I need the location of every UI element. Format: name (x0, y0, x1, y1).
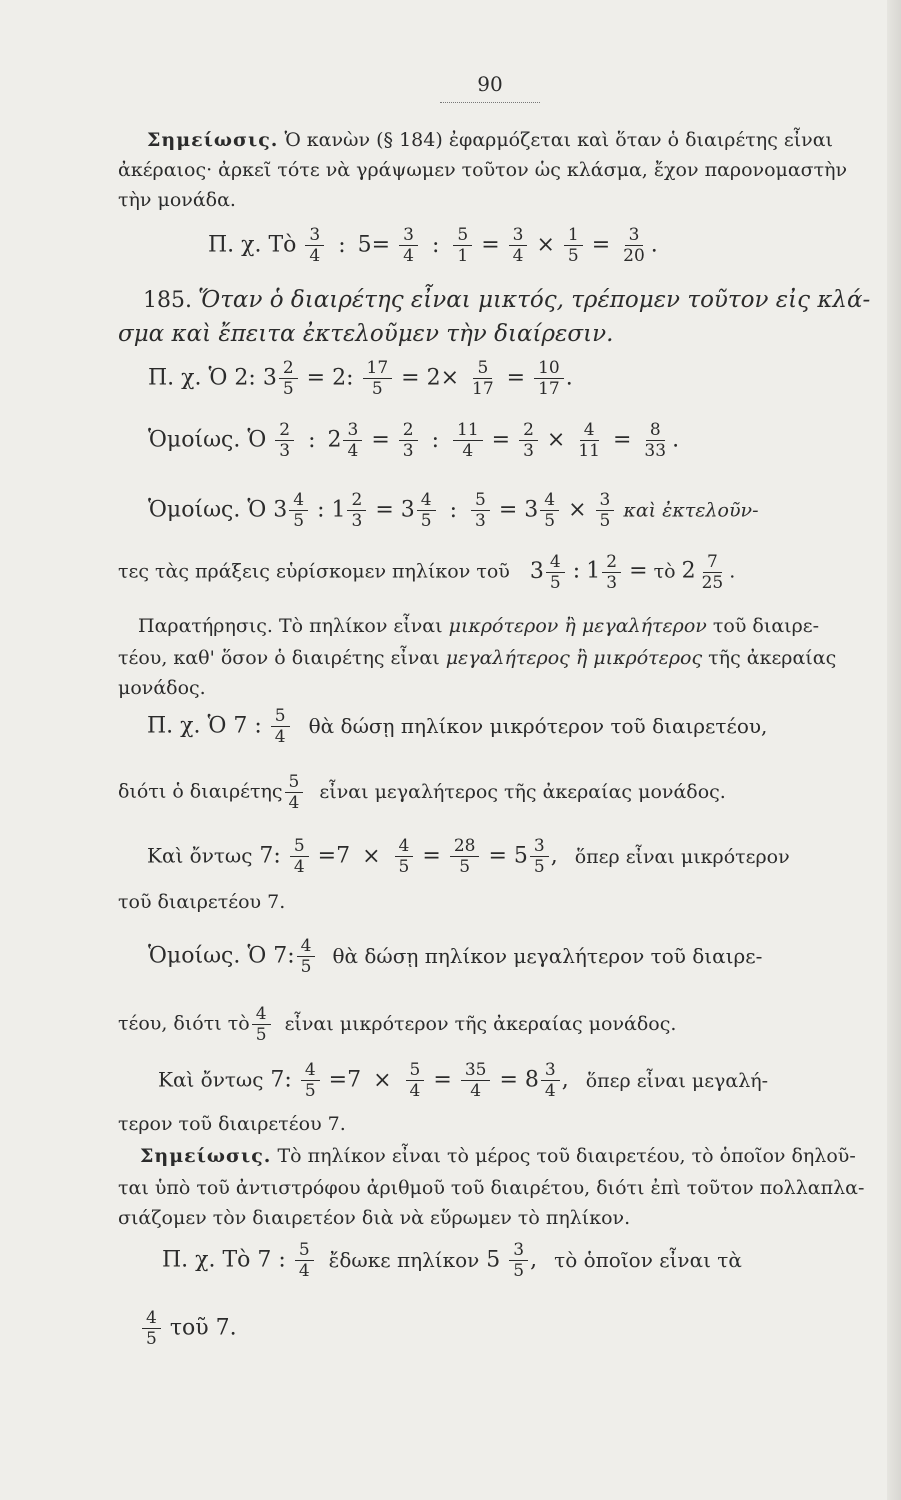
fraction (640, 420, 670, 461)
math-token: 5 (285, 772, 304, 793)
math-token: = (612, 427, 632, 453)
math-token: 3 (351, 511, 363, 531)
note1-label: Σημείωσις. (147, 129, 279, 151)
math-token: 5 (357, 232, 372, 258)
math-token: = (371, 427, 390, 453)
math-token: 5 (567, 246, 579, 266)
example5-line4: τοῦ διαιρετέου 7. (118, 891, 286, 913)
example3-equation (148, 420, 679, 461)
fraction (519, 420, 538, 461)
math-token: 11 (578, 441, 600, 461)
math-token: 4 (462, 441, 474, 461)
math-token: μικρότερον (448, 615, 559, 637)
note2-line2: ται ὑπὸ τοῦ ἀντιστρόφου ἀριθμοῦ τοῦ διαιρέτου, διότι ἐπὶ τοῦτον πολλαπλα- (118, 1177, 865, 1199)
math-token: 5 (146, 1329, 157, 1349)
math-token: 4 (544, 1081, 556, 1101)
math-token: τὸ ὁποῖον εἶναι τὰ (554, 1247, 742, 1272)
math-token: . (729, 560, 736, 583)
math-token: 2 (275, 420, 294, 441)
fraction (602, 552, 621, 593)
fraction (295, 1240, 314, 1281)
math-token: Τὸ πηλίκον εἶναι τὸ μέρος τοῦ διαιρετέου, τὸ ὁποῖον δηλοῦ- (277, 1145, 856, 1167)
rule-number: 185. (143, 288, 192, 313)
math-token: 3 (625, 225, 644, 246)
math-token: 4 (395, 836, 414, 857)
math-token: 3 (606, 573, 618, 593)
note2-line1 (140, 1144, 856, 1168)
math-token: = (481, 232, 500, 258)
math-token: Ὁ κανὼν (§ 184) ἐφαρμόζεται καὶ ὅταν ὁ διαιρέτης εἶναι (284, 129, 833, 151)
math-token: Ὁμοίως. Ὁ 7: (148, 943, 295, 969)
math-token: 4 (309, 246, 321, 266)
math-token: 5 (420, 511, 432, 531)
math-token: 5 (398, 857, 410, 877)
math-token: ἢ (564, 615, 576, 637)
math-token: × (373, 1067, 392, 1093)
math-token: 5 (473, 358, 492, 379)
math-token: 3 (400, 497, 415, 523)
math-token: 5 (544, 511, 556, 531)
math-token: = (499, 1067, 518, 1093)
math-token: 5 (293, 511, 305, 531)
math-token: 1 (331, 497, 346, 523)
fraction (347, 490, 366, 531)
fraction (574, 420, 604, 461)
fraction (619, 225, 649, 266)
math-token: μεγαλήτερος (445, 647, 570, 669)
math-token: 4 (252, 1004, 271, 1025)
math-token: × (546, 427, 566, 453)
math-token: 3 (475, 511, 486, 531)
math-token: 3 (541, 1060, 560, 1081)
math-token: τέου, καθ' ὅσον ὁ διαιρέτης (118, 647, 385, 669)
math-token: = (422, 843, 441, 869)
note1-line2: ἀκέραιος· ἀρκεῖ τότε νὰ γράψωμεν τοῦτον ὡς κλάσμα, ἔχον παρονομαστὴν (118, 159, 848, 181)
math-token: : (284, 1067, 292, 1093)
example7-line2 (140, 1308, 237, 1349)
example4-equation (148, 490, 759, 531)
math-token: 5 (486, 1247, 501, 1273)
math-token: εἶναι (390, 647, 440, 669)
math-token: 2 (681, 558, 696, 584)
note2-label: Σημείωσις. (140, 1145, 272, 1167)
math-token: = (401, 365, 420, 391)
example6-line2 (118, 1004, 676, 1045)
fraction (279, 358, 298, 399)
math-token: 17 (363, 358, 393, 379)
note1-line1 (147, 128, 833, 152)
math-token: 20 (623, 246, 645, 266)
fraction (540, 490, 559, 531)
math-token: 1 (586, 558, 601, 584)
math-token: 2 (399, 420, 418, 441)
math-token: = (498, 497, 518, 523)
math-token: ὅπερ εἶναι μικρότερον (574, 845, 790, 868)
fraction (417, 490, 436, 531)
math-token: 3 (262, 365, 277, 391)
math-token: . (565, 365, 573, 391)
fraction (399, 225, 418, 266)
math-token: : (431, 232, 440, 258)
math-token: : (317, 497, 325, 523)
math-token: 4 (289, 490, 308, 511)
math-token: 8 (646, 420, 665, 441)
math-token: Τὸ (268, 232, 297, 258)
math-token: 2 (332, 365, 347, 391)
math-token: 3 (305, 225, 324, 246)
fraction (252, 1004, 271, 1045)
math-token: : (273, 843, 281, 869)
math-token: 10 (534, 358, 564, 379)
math-token: 2 (602, 552, 621, 573)
math-token: Καὶ ὄντως (158, 1067, 264, 1092)
math-token: = (591, 232, 611, 258)
math-token: 3 (273, 497, 288, 523)
math-token: Ὁμοίως. Ὁ (148, 427, 267, 453)
math-token: 3 (596, 490, 615, 511)
math-token: 5 (295, 1240, 314, 1261)
math-token: × (440, 365, 460, 391)
math-token: : (431, 427, 439, 453)
math-token: 3 (529, 558, 544, 584)
math-token: = (317, 843, 337, 869)
fraction (406, 1060, 425, 1101)
math-token: = (371, 232, 391, 258)
math-token: 7 (347, 1067, 362, 1093)
rule185-line1 (143, 288, 870, 313)
fraction (289, 490, 308, 531)
math-token: 7 (336, 843, 351, 869)
fraction (301, 1060, 320, 1101)
math-token: 5 (471, 490, 490, 511)
math-token: 35 (461, 1060, 491, 1081)
math-token: διότι ὁ διαιρέτης (118, 780, 283, 803)
math-token: εἶναι μικρότερον τῆς ἀκεραίας μονάδος. (284, 1012, 677, 1035)
math-token: : (572, 558, 581, 584)
fraction (290, 836, 309, 877)
example4-continuation (118, 552, 735, 593)
math-token: 4 (347, 441, 359, 461)
math-token: : (449, 497, 457, 523)
fraction (541, 1060, 560, 1101)
math-token: 3 (399, 225, 418, 246)
math-token: 2 (519, 420, 538, 441)
fraction (546, 552, 565, 593)
math-token: = (433, 1067, 452, 1093)
math-token: 2 (426, 365, 441, 391)
fraction (453, 225, 472, 266)
math-token: = (629, 558, 648, 584)
fraction (534, 358, 564, 399)
page-number: 90 (477, 72, 503, 96)
math-token: . (650, 232, 658, 258)
math-token: 1 (564, 225, 583, 246)
math-token: τοῦ διαιρε- (712, 615, 820, 637)
example6-line3 (158, 1060, 768, 1101)
math-token: 3 (524, 497, 539, 523)
math-token: = (306, 365, 326, 391)
math-token: 4 (274, 727, 286, 747)
fraction (596, 490, 615, 531)
example7-line1 (162, 1240, 742, 1281)
math-token: 4 (297, 936, 316, 957)
math-token: θὰ δώσῃ πηλίκον μεγαλήτερον τοῦ διαιρε- (332, 943, 763, 968)
math-token: 3 (509, 1240, 528, 1261)
math-token: 3 (523, 441, 534, 461)
math-token: . (672, 427, 680, 453)
math-token: 4 (409, 1081, 421, 1101)
math-token: 5 (282, 379, 294, 399)
math-token: 5 (271, 706, 290, 727)
math-token: Π. χ. (208, 232, 262, 258)
math-token: 5 (255, 1025, 267, 1045)
math-token: 4 (288, 793, 300, 813)
math-token: τὸ (653, 560, 676, 583)
math-token: 4 (403, 246, 414, 266)
math-token: τοῦ 7. (169, 1315, 237, 1341)
math-token: 5 (300, 957, 312, 977)
fraction (363, 358, 393, 399)
example6-line4: τερον τοῦ διαιρετέου 7. (118, 1113, 346, 1135)
math-token: 17 (472, 379, 494, 399)
fraction (564, 225, 583, 266)
math-token: ὅπερ εἶναι μεγαλή- (585, 1069, 769, 1092)
math-token: 5 (406, 1060, 425, 1081)
math-token: = (488, 843, 507, 869)
math-token: τες τὰς πράξεις εὑρίσκομεν πηλίκον τοῦ (118, 560, 510, 583)
fraction (275, 420, 294, 461)
math-token: μικρότερος (593, 647, 703, 669)
math-token: = (328, 1067, 348, 1093)
math-token: ἔδωκε πηλίκον (328, 1247, 480, 1272)
math-token: μεγαλήτερον (581, 615, 707, 637)
math-token: Π. χ. Ὁ (148, 365, 228, 391)
math-token: × (536, 232, 555, 258)
remark-label: Παρατήρησις. (138, 615, 273, 637)
fraction (142, 1308, 161, 1349)
math-token: 5 (599, 511, 611, 531)
fraction (297, 936, 316, 977)
math-token: 5 (453, 225, 472, 246)
fraction (453, 420, 483, 461)
math-token: 4 (470, 1081, 482, 1101)
fraction (395, 836, 414, 877)
math-token: 7 (703, 552, 722, 573)
math-token: 2 (234, 365, 249, 391)
math-token: 2 (347, 490, 366, 511)
math-token: 4 (417, 490, 436, 511)
math-token: 3 (343, 420, 362, 441)
math-token: εἶναι μεγαλήτερος τῆς ἀκεραίας μονάδος. (319, 780, 726, 803)
math-token: 5 (459, 857, 471, 877)
math-token: 3 (402, 441, 414, 461)
fraction (530, 836, 549, 877)
math-token: 8 (524, 1067, 539, 1093)
math-token: , (530, 1247, 538, 1273)
page-edge (887, 0, 901, 1500)
math-token: 3 (530, 836, 549, 857)
example5-line2 (118, 772, 726, 813)
math-token: 4 (293, 857, 305, 877)
math-token: 4 (540, 490, 559, 511)
math-token: : (248, 365, 256, 391)
math-token: 4 (580, 420, 599, 441)
math-token: : (338, 232, 346, 258)
math-token: 4 (142, 1308, 161, 1329)
math-token: 5 (513, 843, 528, 869)
math-token: × (568, 497, 587, 523)
math-token: 3 (279, 441, 291, 461)
math-token: 33 (644, 441, 667, 461)
math-token: 7 (270, 1067, 285, 1093)
math-token: καὶ ἐκτελοῦν- (623, 499, 759, 522)
math-token: Π. χ. Ὁ 7 : (147, 713, 262, 739)
math-token: : (346, 365, 354, 391)
fraction (468, 358, 498, 399)
fraction (461, 1060, 491, 1101)
math-token: 7 (259, 843, 274, 869)
math-token: 11 (453, 420, 483, 441)
math-token: 3 (509, 225, 528, 246)
remark-line2 (118, 646, 836, 670)
math-token: : (308, 427, 316, 453)
math-token: Ὁμοίως. Ὁ (148, 497, 267, 523)
math-token: 17 (538, 379, 560, 399)
math-token: Π. χ. Τὸ 7 : (162, 1247, 286, 1273)
fraction (305, 225, 324, 266)
math-token: 4 (301, 1060, 320, 1081)
math-token: 5 (513, 1261, 525, 1281)
math-token: Τὸ πηλίκον εἶναι (279, 615, 443, 637)
math-token: 5 (533, 857, 545, 877)
math-token: 4 (546, 552, 565, 573)
fraction (450, 836, 480, 877)
math-token: , (561, 1067, 569, 1093)
rule185-line2: σμα καὶ ἔπειτα ἐκτελοῦμεν τὴν διαίρεσιν. (118, 321, 614, 347)
fraction (343, 420, 362, 461)
page-number-rule (440, 102, 540, 103)
fraction (285, 772, 304, 813)
math-token: τέου, διότι τὸ (118, 1012, 250, 1035)
remark-line1 (138, 614, 819, 638)
math-token: 4 (512, 246, 524, 266)
example6-line1 (148, 936, 762, 977)
remark-line3: μονάδος. (118, 677, 206, 699)
fraction (509, 1240, 528, 1281)
fraction (509, 225, 528, 266)
math-token: 5 (290, 836, 309, 857)
fraction (399, 420, 418, 461)
math-token: 2 (327, 427, 342, 453)
math-token: = (375, 497, 394, 523)
math-token: Ὅταν ὁ διαιρέτης εἶναι μικτός, τρέπομεν τοῦτον εἰς κλά- (198, 287, 871, 313)
math-token: × (362, 843, 381, 869)
example5-line1 (147, 706, 767, 747)
math-token: 5 (549, 573, 561, 593)
math-token: 5 (304, 1081, 316, 1101)
math-token: τῆς ἀκεραίας (708, 647, 837, 669)
fraction (471, 490, 490, 531)
math-token: 2 (279, 358, 298, 379)
math-token: , (550, 843, 558, 869)
math-token: = (491, 427, 511, 453)
math-token: = (506, 365, 526, 391)
math-token: 5 (371, 379, 383, 399)
note1-line3: τὴν μονάδα. (118, 189, 236, 211)
fraction (698, 552, 728, 593)
math-token: 1 (457, 246, 469, 266)
math-token: 28 (450, 836, 480, 857)
math-token: θὰ δώσῃ πηλίκον μικρότερον τοῦ διαιρετέου, (308, 713, 768, 738)
fraction (271, 706, 290, 747)
math-token: ἢ (575, 647, 588, 669)
math-token: Καὶ ὄντως (147, 843, 253, 868)
math-token: 4 (298, 1261, 310, 1281)
example2-equation (148, 358, 573, 399)
example1-equation (208, 225, 658, 266)
math-token: 25 (701, 573, 724, 593)
example5-line3 (147, 836, 790, 877)
note2-line3: σιάζομεν τὸν διαιρετέον διὰ νὰ εὕρωμεν τὸ πηλίκον. (118, 1207, 631, 1229)
